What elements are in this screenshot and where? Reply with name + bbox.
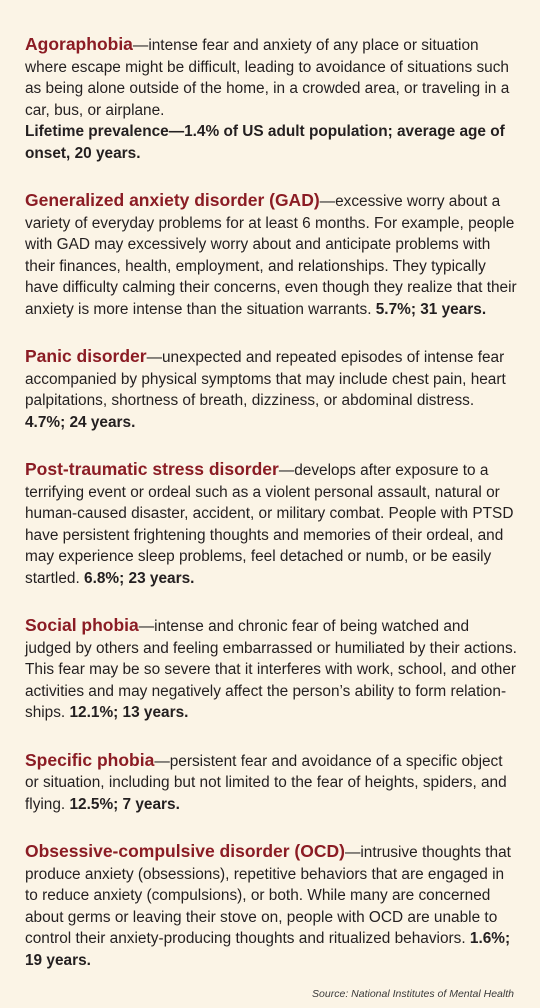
term-heading: Social phobia	[25, 615, 139, 635]
entry-statistic: 12.1%; 13 years.	[69, 704, 189, 721]
entry-agoraphobia	[25, 34, 518, 164]
term-heading: Agoraphobia	[25, 34, 133, 54]
entry-description: —intrusive thoughts that produce anxiety (obsessions), repetitive behaviors that are engaged in to reduce anxiety (compulsions), or both. While many are concerned about germs or leaving their stove on, people with OCD are unable to control their anxiety-producing thoughts and ritualized behaviors.	[25, 844, 511, 947]
entry-statistic: 5.7%; 31 years.	[375, 300, 487, 318]
entry-specific-phobia	[25, 750, 518, 816]
entry-statistic: 12.5%; 7 years.	[69, 795, 180, 813]
entry-description: —develops after exposure to a terrifying event or ordeal such as a violent personal assault, natural or human-caused disaster, accident, or military combat. People with PTSD have persistent frightening thoughts and memories of their ordeal, and may experience sleep problems, feel detached or numb, or be easily startled.	[25, 462, 514, 587]
term-heading: Specific phobia	[25, 749, 155, 770]
term-heading: Generalized anxiety disorder (GAD)	[25, 190, 320, 210]
entry-panic-disorder	[25, 346, 518, 433]
term-heading: Obsessive-compulsive disorder (OCD)	[25, 841, 345, 861]
entry-statistic: Lifetime prevalence—1.4% of US adult population; average age of onset, 20 years.	[25, 123, 505, 162]
entry-gad	[25, 190, 518, 320]
entry-ptsd	[25, 459, 518, 589]
entry-statistic: 1.6%; 19 years.	[25, 930, 511, 969]
entry-ocd	[25, 841, 518, 971]
term-heading: Panic disorder	[25, 346, 147, 366]
entry-social-phobia	[25, 615, 518, 724]
source-credit: Source: National Institutes of Mental Health	[312, 988, 514, 1000]
entry-statistic: 6.8%; 23 years.	[84, 569, 195, 587]
entry-description: —unexpected and repeated episodes of intense fear accompanied by physical symptoms that may include chest pain, heart palpitations, shortness of breath, dizziness, or abdominal distress.	[25, 349, 506, 409]
entry-description: —persistent fear and avoidance of a specific object or situation, including but not limited to the fear of heights, spiders, and flying.	[25, 752, 507, 813]
entry-description: —intense and chronic fear of being watched and judged by others and feeling embarrassed or humiliated by their actions. This fear may be so severe that it interferes with work, school, and other activities and may negatively affect the person’s ability to form relationships.	[25, 618, 517, 721]
entry-description: —intense fear and anxiety of any place or situation where escape might be difficult, leading to avoidance of situations such as being alone outside of the home, in a crowded area, or traveling in a car, bus, or airplane.	[25, 37, 510, 119]
entry-statistic: 4.7%; 24 years.	[25, 413, 136, 431]
term-heading: Post-traumatic stress disorder	[25, 459, 279, 479]
entry-description: —excessive worry about a variety of everyday problems for at least 6 months. For example, people with GAD may excessively worry about and anticipate problems with their finances, health, employment, and relationships. They typically have difficulty calming their concerns, even though they realize that their anxiety is more intense than the situation warrants.	[25, 193, 517, 318]
